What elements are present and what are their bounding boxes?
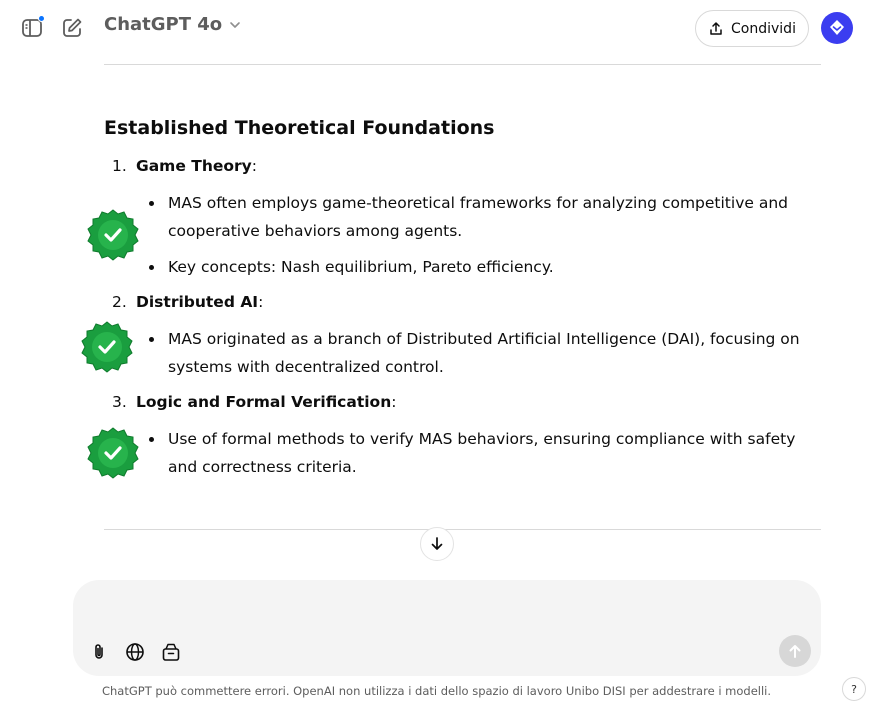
share-icon xyxy=(708,21,724,37)
paperclip-icon xyxy=(89,642,109,662)
list-item-heading xyxy=(136,393,396,411)
new-chat-icon xyxy=(61,17,83,39)
share-button[interactable] xyxy=(695,10,809,47)
list-number: 3. xyxy=(112,393,127,411)
list-number: 1. xyxy=(112,157,127,175)
message-input[interactable] xyxy=(97,598,787,622)
list-item-title: Game Theory xyxy=(136,157,252,175)
list-item-suffix: : xyxy=(391,393,397,411)
send-button[interactable] xyxy=(779,635,811,667)
canvas-icon xyxy=(161,642,181,662)
message-composer xyxy=(73,580,821,676)
list-item-heading xyxy=(136,293,263,311)
model-name: ChatGPT 4o xyxy=(104,14,223,35)
verified-check-icon xyxy=(87,209,139,261)
arrow-down-icon xyxy=(429,536,445,552)
list-item-title: Distributed AI xyxy=(136,293,259,311)
bullet-text: Use of formal methods to verify MAS behaviors, ensuring compliance with safety and correctness criteria. xyxy=(168,430,796,476)
profile-avatar[interactable] xyxy=(821,12,853,44)
chevron-down-icon xyxy=(228,18,242,32)
divider-top xyxy=(104,64,821,65)
list-number: 2. xyxy=(112,293,127,311)
sidebar-toggle-button[interactable] xyxy=(16,12,48,44)
list-item-suffix: : xyxy=(258,293,264,311)
verified-check-icon xyxy=(81,321,133,373)
bullet-dot xyxy=(149,265,154,270)
section-title: Established Theoretical Foundations xyxy=(104,117,495,139)
verified-check-icon xyxy=(87,427,139,479)
scroll-to-bottom-button[interactable] xyxy=(420,527,454,561)
divider-bottom xyxy=(104,529,821,530)
list-item-suffix: : xyxy=(251,157,257,175)
share-label: Condividi xyxy=(731,20,796,37)
web-search-button[interactable] xyxy=(121,638,149,666)
bullet-text: Key concepts: Nash equilibrium, Pareto efficiency. xyxy=(168,258,554,276)
list-item-title: Logic and Formal Verification xyxy=(136,393,392,411)
help-button[interactable]: ? xyxy=(842,677,866,701)
notification-dot xyxy=(38,15,45,22)
bullet-text: MAS often employs game-theoretical frameworks for analyzing competitive and cooperative behaviors among agents. xyxy=(168,194,788,240)
attach-button[interactable] xyxy=(85,638,113,666)
list-item-heading xyxy=(136,157,257,175)
top-bar xyxy=(0,0,873,56)
arrow-up-icon xyxy=(787,643,803,659)
disclaimer-text: ChatGPT può commettere errori. OpenAI non utilizza i dati dello spazio di lavoro Unibo DISI per addestrare i modelli. xyxy=(101,684,772,698)
bullet-dot xyxy=(149,337,154,342)
bullet-text: MAS originated as a branch of Distributed Artificial Intelligence (DAI), focusing on systems with decentralized control. xyxy=(168,330,800,376)
profile-icon xyxy=(827,18,847,38)
model-selector[interactable] xyxy=(104,14,242,35)
bullet-dot xyxy=(149,201,154,206)
new-chat-button[interactable] xyxy=(56,12,88,44)
canvas-button[interactable] xyxy=(157,638,185,666)
bullet-dot xyxy=(149,437,154,442)
globe-icon xyxy=(125,642,145,662)
